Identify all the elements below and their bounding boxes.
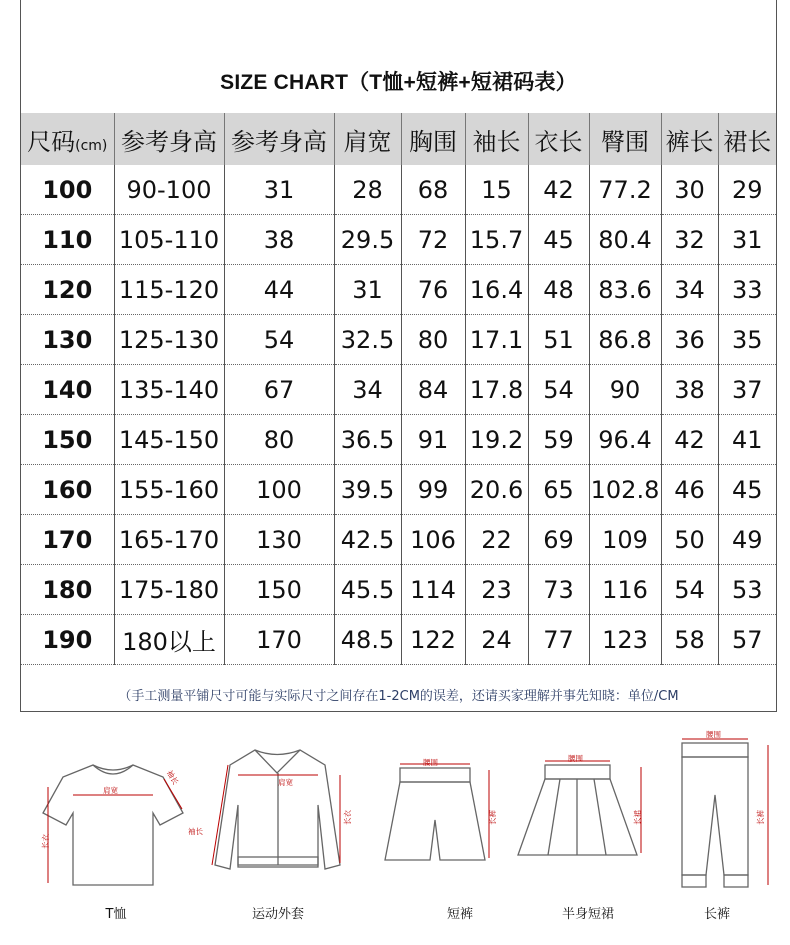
measure-cell: 105-110 <box>114 215 224 265</box>
measure-cell: 175-180 <box>114 565 224 615</box>
measure-cell: 36 <box>661 315 718 365</box>
skirt-name: 半身短裙 <box>561 907 614 922</box>
measure-cell: 42 <box>528 165 589 215</box>
measure-cell: 15.7 <box>465 215 528 265</box>
measure-cell: 17.1 <box>465 315 528 365</box>
measure-cell: 135-140 <box>114 365 224 415</box>
measure-cell: 31 <box>334 265 401 315</box>
measure-cell: 114 <box>401 565 465 615</box>
measure-cell: 42 <box>661 415 718 465</box>
measure-cell: 91 <box>401 415 465 465</box>
tshirt-label-sleeve: 袖长 <box>164 768 181 787</box>
size-cell: 120 <box>21 265 114 315</box>
shorts-diagram <box>375 760 495 880</box>
size-cell: 110 <box>21 215 114 265</box>
table-row <box>21 615 776 665</box>
measure-cell: 122 <box>401 615 465 665</box>
size-cell: 170 <box>21 515 114 565</box>
measure-cell: 32.5 <box>334 315 401 365</box>
table-row <box>21 315 776 365</box>
measure-cell: 23 <box>465 565 528 615</box>
size-cell: 180 <box>21 565 114 615</box>
measure-cell: 68 <box>401 165 465 215</box>
measure-cell: 28 <box>334 165 401 215</box>
header-height-2: 参考身高 <box>224 113 334 165</box>
measure-cell: 24 <box>465 615 528 665</box>
measure-cell: 67 <box>224 365 334 415</box>
header-skirt-length: 裙长 <box>718 113 776 165</box>
measure-cell: 32 <box>661 215 718 265</box>
measure-cell: 29 <box>718 165 776 215</box>
measure-cell: 17.8 <box>465 365 528 415</box>
measure-cell: 125-130 <box>114 315 224 365</box>
measure-cell: 80 <box>224 415 334 465</box>
measure-cell: 102.8 <box>589 465 661 515</box>
header-height-1: 参考身高 <box>114 113 224 165</box>
measure-cell: 34 <box>334 365 401 415</box>
measure-cell: 53 <box>718 565 776 615</box>
table-row <box>21 565 776 615</box>
skirt-label-length: 长裙 <box>633 810 642 825</box>
size-cell: 190 <box>21 615 114 665</box>
tshirt-label-length: 长衣 <box>41 834 50 849</box>
size-cell: 140 <box>21 365 114 415</box>
measure-cell: 180以上 <box>114 615 224 665</box>
measure-cell: 115-120 <box>114 265 224 315</box>
header-sleeve: 袖长 <box>465 113 528 165</box>
measure-cell: 77.2 <box>589 165 661 215</box>
shorts-label-waist: 腰围 <box>423 758 438 767</box>
measure-cell: 20.6 <box>465 465 528 515</box>
shorts-label-length: 长裤 <box>488 810 497 825</box>
header-chest: 胸围 <box>401 113 465 165</box>
measurement-note: （手工测量平铺尺寸可能与实际尺寸之间存在1-2CM的误差，还请买家理解并事先知晓：单位/CM <box>118 689 679 704</box>
size-table <box>21 113 776 665</box>
jacket-name: 运动外套 <box>251 907 304 922</box>
measure-cell: 15 <box>465 165 528 215</box>
measure-cell: 38 <box>661 365 718 415</box>
measure-cell: 33 <box>718 265 776 315</box>
header-pants-length: 裤长 <box>661 113 718 165</box>
measure-cell: 165-170 <box>114 515 224 565</box>
header-hip: 臀围 <box>589 113 661 165</box>
measure-cell: 123 <box>589 615 661 665</box>
measure-cell: 37 <box>718 365 776 415</box>
measure-cell: 19.2 <box>465 415 528 465</box>
pants-label-waist: 腰围 <box>706 730 721 739</box>
shorts-name: 短裤 <box>446 907 473 922</box>
measure-cell: 80 <box>401 315 465 365</box>
measure-cell: 39.5 <box>334 465 401 515</box>
size-cell: 160 <box>21 465 114 515</box>
measure-cell: 76 <box>401 265 465 315</box>
measure-cell: 54 <box>224 315 334 365</box>
measure-cell: 65 <box>528 465 589 515</box>
measure-cell: 84 <box>401 365 465 415</box>
measure-cell: 58 <box>661 615 718 665</box>
measure-cell: 44 <box>224 265 334 315</box>
measure-cell: 49 <box>718 515 776 565</box>
jacket-label-length: 长衣 <box>343 810 352 825</box>
measure-cell: 59 <box>528 415 589 465</box>
measure-cell: 150 <box>224 565 334 615</box>
measure-cell: 41 <box>718 415 776 465</box>
measure-cell: 99 <box>401 465 465 515</box>
measure-cell: 54 <box>661 565 718 615</box>
measure-cell: 130 <box>224 515 334 565</box>
table-row <box>21 415 776 465</box>
measure-cell: 45.5 <box>334 565 401 615</box>
measure-cell: 22 <box>465 515 528 565</box>
pants-name: 长裤 <box>703 907 730 922</box>
measure-cell: 35 <box>718 315 776 365</box>
skirt-label-waist: 腰围 <box>568 754 583 763</box>
tshirt-name: T恤 <box>105 907 127 922</box>
header-length: 衣长 <box>528 113 589 165</box>
measure-cell: 30 <box>661 165 718 215</box>
table-row <box>21 165 776 215</box>
measure-cell: 83.6 <box>589 265 661 315</box>
measure-cell: 34 <box>661 265 718 315</box>
table-row <box>21 265 776 315</box>
measure-cell: 69 <box>528 515 589 565</box>
jacket-label-shoulder: 肩宽 <box>278 778 293 787</box>
table-row <box>21 365 776 415</box>
jacket-label-sleeve: 袖长 <box>188 827 203 836</box>
table-row <box>21 215 776 265</box>
measure-cell: 31 <box>224 165 334 215</box>
table-row <box>21 465 776 515</box>
measure-cell: 38 <box>224 215 334 265</box>
table-row <box>21 515 776 565</box>
measure-cell: 170 <box>224 615 334 665</box>
table-header-row <box>21 113 776 165</box>
header-shoulder: 肩宽 <box>334 113 401 165</box>
measure-cell: 46 <box>661 465 718 515</box>
measure-cell: 45 <box>528 215 589 265</box>
measure-cell: 48 <box>528 265 589 315</box>
measure-cell: 80.4 <box>589 215 661 265</box>
skirt-diagram <box>510 755 645 875</box>
measure-cell: 54 <box>528 365 589 415</box>
measure-cell: 90-100 <box>114 165 224 215</box>
measure-cell: 42.5 <box>334 515 401 565</box>
measure-cell: 106 <box>401 515 465 565</box>
measure-cell: 45 <box>718 465 776 515</box>
measure-cell: 73 <box>528 565 589 615</box>
measure-cell: 29.5 <box>334 215 401 265</box>
measure-cell: 100 <box>224 465 334 515</box>
size-cell: 100 <box>21 165 114 215</box>
measure-cell: 116 <box>589 565 661 615</box>
page-title: SIZE CHART（T恤+短裤+短裙码表） <box>220 71 577 94</box>
pants-label-length: 长裤 <box>756 810 765 825</box>
measure-cell: 145-150 <box>114 415 224 465</box>
measure-cell: 155-160 <box>114 465 224 515</box>
measure-cell: 77 <box>528 615 589 665</box>
measure-cell: 57 <box>718 615 776 665</box>
jacket-diagram <box>190 745 365 895</box>
size-cell: 150 <box>21 415 114 465</box>
measure-cell: 51 <box>528 315 589 365</box>
measure-cell: 96.4 <box>589 415 661 465</box>
measure-cell: 31 <box>718 215 776 265</box>
measure-cell: 86.8 <box>589 315 661 365</box>
measure-cell: 90 <box>589 365 661 415</box>
tshirt-label-shoulder: 肩宽 <box>103 786 118 795</box>
header-size: 尺码(cm) <box>21 113 114 165</box>
size-cell: 130 <box>21 315 114 365</box>
measure-cell: 109 <box>589 515 661 565</box>
measure-cell: 72 <box>401 215 465 265</box>
measure-cell: 48.5 <box>334 615 401 665</box>
measure-cell: 16.4 <box>465 265 528 315</box>
measure-cell: 50 <box>661 515 718 565</box>
measure-cell: 36.5 <box>334 415 401 465</box>
